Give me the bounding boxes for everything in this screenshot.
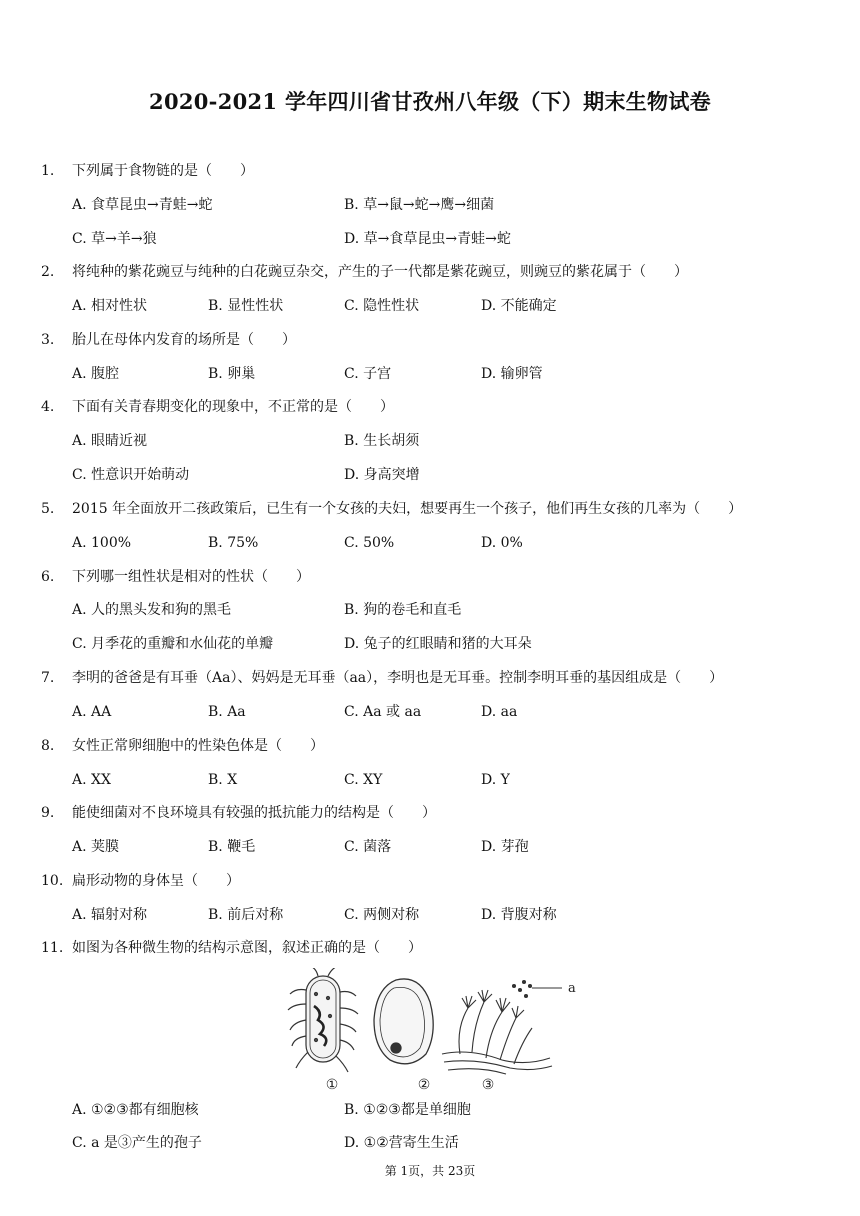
question-9 — [41, 803, 436, 823]
figure-label-2: ② — [417, 1077, 431, 1093]
option-d: D. 兔子的红眼睛和猪的大耳朵 — [344, 636, 532, 652]
option-d: D. 身高突增 — [344, 467, 420, 483]
option-b: B. 狗的卷毛和直毛 — [344, 602, 462, 618]
question-stem: 将纯种的紫花豌豆与纯种的白花豌豆杂交，产生的子一代都是紫花豌豆，则豌豆的紫花属于（ ） — [72, 264, 688, 280]
option-a: A. 眼睛近视 — [72, 433, 148, 449]
option-a: A. ①②③都有细胞核 — [72, 1102, 199, 1118]
option-d: D. 芽孢 — [481, 839, 529, 855]
page-footer: 第 1页，共 23页 — [384, 1164, 476, 1178]
question-5 — [41, 499, 742, 519]
question-2 — [41, 262, 688, 282]
option-c: C. 50% — [344, 535, 395, 551]
question-number: 8. — [41, 738, 55, 754]
option-c: C. 月季花的重瓣和水仙花的单瓣 — [72, 636, 274, 652]
question-number: 11. — [41, 940, 64, 956]
option-b: B. ①②③都是单细胞 — [344, 1102, 471, 1118]
question-stem: 2015 年全面放开二孩政策后，已生有一个女孩的夫妇，想要再生一个孩子，他们再生女孩的几率为（ ） — [72, 501, 743, 517]
fungus-drawing — [442, 981, 562, 1075]
bacterium-drawing — [288, 968, 358, 1072]
question-number: 1. — [41, 163, 55, 179]
option-b: B. Aa — [208, 704, 246, 720]
option-b: B. 鞭毛 — [208, 839, 256, 855]
question-3 — [41, 330, 296, 350]
microorganism-figure — [270, 968, 580, 1096]
pointer-label-a: a — [568, 981, 576, 996]
option-d: D. 输卵管 — [481, 366, 543, 382]
option-a: A. 相对性状 — [72, 298, 148, 314]
option-d: D. 不能确定 — [481, 298, 557, 314]
question-number: 4. — [41, 399, 55, 415]
question-7 — [41, 668, 723, 688]
option-a: A. 100% — [72, 535, 132, 551]
question-4 — [41, 397, 394, 417]
option-c: C. a 是③产生的孢子 — [72, 1135, 202, 1151]
figure-label-1: ① — [325, 1077, 339, 1093]
question-number: 10. — [41, 873, 64, 889]
option-c: C. 子宫 — [344, 366, 392, 382]
option-a: A. XX — [72, 772, 111, 788]
option-d: D. aa — [481, 704, 518, 720]
option-b: B. 生长胡须 — [344, 433, 420, 449]
question-number: 9. — [41, 805, 55, 821]
option-c: C. 两侧对称 — [344, 907, 420, 923]
question-stem: 如图为各种微生物的结构示意图，叙述正确的是（ ） — [72, 940, 422, 956]
option-a: A. 腹腔 — [72, 366, 120, 382]
question-stem: 女性正常卵细胞中的性染色体是（ ） — [72, 738, 324, 754]
option-a: A. 食草昆虫→青蛙→蛇 — [72, 197, 213, 213]
question-10 — [41, 871, 240, 891]
option-d: D. 背腹对称 — [481, 907, 557, 923]
question-number: 2. — [41, 264, 55, 280]
question-number: 6. — [41, 569, 55, 585]
question-stem: 下面有关青春期变化的现象中，不正常的是（ ） — [72, 399, 394, 415]
option-c: C. XY — [344, 772, 383, 788]
question-1 — [41, 161, 254, 181]
question-stem: 李明的爸爸是有耳垂（Aa）、妈妈是无耳垂（aa），李明也是无耳垂。控制李明耳垂的基因组成是（ ） — [72, 670, 724, 686]
option-c: C. 性意识开始萌动 — [72, 467, 190, 483]
option-d: D. 0% — [481, 535, 523, 551]
option-a: A. 荚膜 — [72, 839, 120, 855]
option-c: C. 隐性性状 — [344, 298, 420, 314]
option-c: C. Aa 或 aa — [344, 704, 422, 720]
question-number: 5. — [41, 501, 55, 517]
question-stem: 下列属于食物链的是（ ） — [72, 163, 254, 179]
option-b: B. X — [208, 772, 238, 788]
option-a: A. 人的黑头发和狗的黑毛 — [72, 602, 232, 618]
question-11 — [41, 938, 422, 958]
figure-label-3: ③ — [481, 1077, 495, 1093]
option-b: B. 卵巢 — [208, 366, 256, 382]
option-a: A. AA — [72, 704, 112, 720]
question-stem: 扁形动物的身体呈（ ） — [72, 873, 240, 889]
question-stem: 下列哪一组性状是相对的性状（ ） — [72, 569, 310, 585]
option-c: C. 菌落 — [344, 839, 392, 855]
yeast-drawing — [374, 979, 433, 1064]
option-b: B. 前后对称 — [208, 907, 284, 923]
option-c: C. 草→羊→狼 — [72, 231, 157, 247]
question-number: 3. — [41, 332, 55, 348]
option-d: D. ①②营寄生生活 — [344, 1135, 459, 1151]
option-d: D. 草→食草昆虫→青蛙→蛇 — [344, 231, 511, 247]
option-a: A. 辐射对称 — [72, 907, 148, 923]
question-number: 7. — [41, 670, 55, 686]
question-stem: 能使细菌对不良环境具有较强的抵抗能力的结构是（ ） — [72, 805, 436, 821]
question-stem: 胎儿在母体内发育的场所是（ ） — [72, 332, 296, 348]
question-6 — [41, 567, 310, 587]
option-b: B. 草→鼠→蛇→鹰→细菌 — [344, 197, 495, 213]
page-title: 2020-2021 学年四川省甘孜州八年级（下）期末生物试卷 — [149, 89, 711, 114]
option-d: D. Y — [481, 772, 510, 788]
question-8 — [41, 736, 324, 756]
option-b: B. 显性性状 — [208, 298, 284, 314]
option-b: B. 75% — [208, 535, 259, 551]
